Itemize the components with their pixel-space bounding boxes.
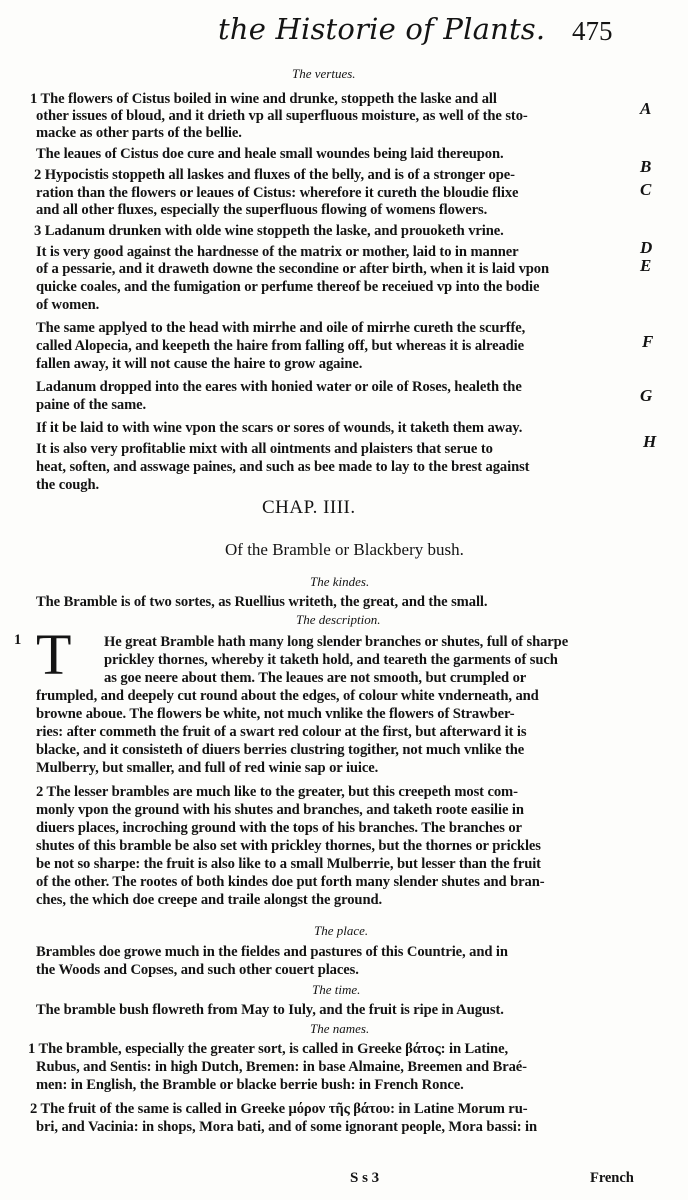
text-line: Rubus, and Sentis: in high Dutch, Bremen: in base Almaine, Breemen and Braé- (36, 1059, 527, 1075)
text-line: The bramble bush flowreth from May to Iuly, and the fruit is ripe in August. (36, 1002, 504, 1018)
text-line: prickley thornes, whereby it taketh hold, and teareth the garments of such (104, 652, 558, 668)
text-line: be not so sharpe: the fruit is also like to a small Mulberrie, but lesser than the fruit (36, 856, 541, 872)
text-line: called Alopecia, and keepeth the haire from falling off, but whereas it is alreadie (36, 338, 525, 354)
margin-letter: F (642, 332, 654, 351)
margin-letter: A (640, 99, 652, 118)
item-number: 1 (14, 632, 22, 648)
section-heading-place: The place. (314, 923, 369, 938)
text-line: The leaues of Cistus doe cure and heale small woundes being laid thereupon. (36, 146, 504, 162)
text-line: blacke, and it consisteth of diuers berries clustring togither, not much vnlike the (36, 742, 525, 758)
text-line: browne aboue. The flowers be white, not much vnlike the flowers of Strawber- (36, 706, 515, 722)
drop-cap: T (36, 622, 72, 687)
text-line: shutes of this bramble be also set with prickley thornes, but the thornes or prickles (36, 838, 541, 854)
text-line: fallen away, it will not cause the haire to grow againe. (36, 356, 363, 372)
text-line: 3 Ladanum drunken with olde wine stoppeth the laske, and prouoketh vrine. (34, 223, 504, 239)
text-line: ches, the which doe creepe and traile alongst the ground. (36, 892, 383, 908)
text-line: the cough. (36, 477, 100, 493)
text-line: 2 The fruit of the same is called in Greeke μόρον τῆς βάτου: in Latine Morum ru- (30, 1101, 528, 1117)
text-line: It is very good against the hardnesse of the matrix or mother, laid to in manner (36, 244, 519, 260)
text-line: monly vpon the ground with his shutes and branches, and taketh roote easilie in (36, 802, 524, 818)
catchword: French (590, 1170, 634, 1186)
margin-letter: G (640, 386, 653, 405)
margin-letter: C (640, 180, 652, 199)
text-line: He great Bramble hath many long slender branches or shutes, full of sharpe (104, 634, 569, 650)
text-line: The same applyed to the head with mirrhe and oile of mirrhe cureth the scurffe, (36, 320, 526, 336)
section-heading-vertues: The vertues. (292, 66, 356, 81)
text-line: of women. (36, 297, 100, 313)
page-number: 475 (572, 16, 613, 46)
text-line: Mulberry, but smaller, and full of red winie sap or iuice. (36, 760, 379, 776)
text-line: 1 The bramble, especially the greater sort, is called in Greeke βάτος: in Latine, (28, 1041, 508, 1057)
text-line: paine of the same. (36, 397, 147, 413)
signature-mark: S s 3 (350, 1170, 380, 1186)
text-line: and all other fluxes, especially the superfluous flowing of womens flowers. (36, 202, 488, 218)
text-line: The Bramble is of two sortes, as Ruellius writeth, the great, and the small. (36, 594, 488, 610)
text-line: 1 The flowers of Cistus boiled in wine and drunke, stoppeth the laske and all (30, 91, 497, 107)
margin-letter: H (643, 432, 657, 451)
text-line: heat, soften, and asswage paines, and such as bee made to lay to the brest against (36, 459, 530, 475)
text-line: other issues of bloud, and it drieth vp all superfluous moisture, as well of the sto- (36, 108, 528, 124)
text-line: the Woods and Copses, and such other couert places. (36, 962, 359, 978)
text-line: If it be laid to with wine vpon the scars or sores of wounds, it taketh them away. (36, 420, 523, 436)
section-heading-kindes: The kindes. (310, 574, 370, 589)
text-line: bri, and Vacinia: in shops, Mora bati, and of some ignorant people, Mora bassi: in (36, 1119, 538, 1135)
text-line: men: in English, the Bramble or blacke berrie bush: in French Ronce. (36, 1077, 464, 1093)
chapter-title: CHAP. IIII. (262, 497, 356, 518)
text-line: diuers places, incroching ground with the tops of his branches. The branches or (36, 820, 522, 836)
chapter-subtitle: Of the Bramble or Blackbery bush. (225, 540, 464, 559)
text-line: of the other. The rootes of both kindes doe put forth many slender shutes and bran- (36, 874, 545, 890)
text-line: ration than the flowers or leaues of Cistus: wherefore it cureth the bloudie flixe (36, 185, 519, 201)
running-title: the Historie of Plants. (218, 12, 546, 46)
text-line: ries: after commeth the fruit of a swart red colour at the first, but afterward it is (36, 724, 527, 740)
margin-letter: D (640, 238, 653, 257)
text-line: frumpled, and deepely cut round about the edges, of colour white vnderneath, and (36, 688, 539, 704)
text-line: 2 Hypocistis stoppeth all laskes and fluxes of the belly, and is of a stronger ope- (34, 167, 515, 183)
margin-letter: E (640, 256, 652, 275)
section-heading-names: The names. (310, 1021, 370, 1036)
text-line: Brambles doe growe much in the fieldes and pastures of this Countrie, and in (36, 944, 508, 960)
section-heading-description: The description. (296, 612, 381, 627)
section-heading-time: The time. (312, 982, 361, 997)
text-line: as goe neere about them. The leaues are not smooth, but crumpled or (104, 670, 527, 686)
margin-letter: B (640, 157, 652, 176)
text-line: 2 The lesser brambles are much like to the greater, but this creepeth most com- (36, 784, 518, 800)
text-line: Ladanum dropped into the eares with honied water or oile of Roses, healeth the (36, 379, 522, 395)
text-line: macke as other parts of the bellie. (36, 125, 242, 141)
text-line: It is also very profitablie mixt with all ointments and plaisters that serue to (36, 441, 493, 457)
text-line: quicke coales, and the fumigation or perfume thereof be receiued vp into the bodie (36, 279, 540, 295)
text-line: of a pessarie, and it draweth downe the secondine or after birth, when it is laid vpon (36, 261, 550, 277)
